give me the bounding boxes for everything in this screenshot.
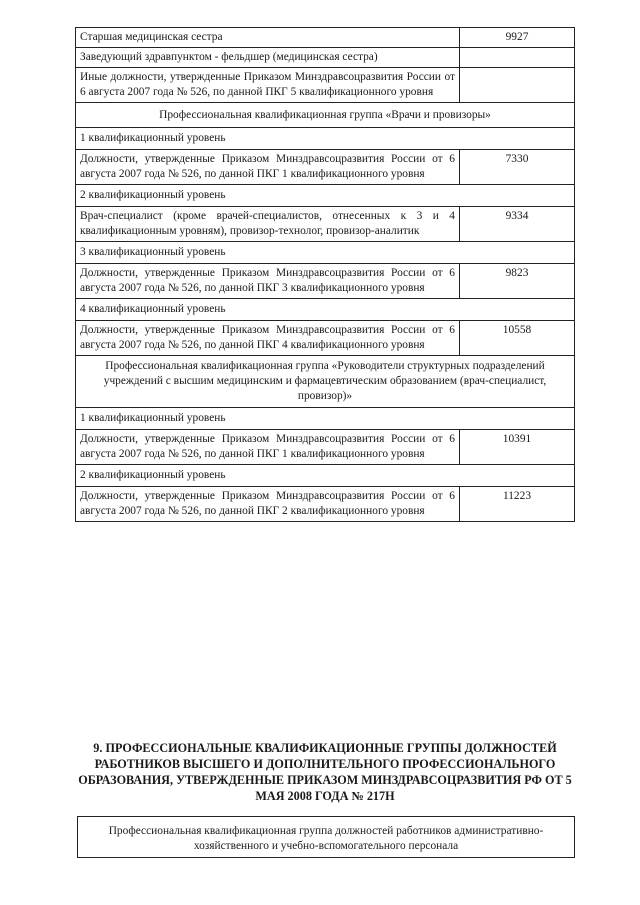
salary-value: 7330 [459, 150, 574, 184]
group-title-box: Профессиональная квалификационная группа должностей работников административно-хозяйственного и учебно-вспомогательного персонала [77, 816, 575, 858]
salary-value: 9823 [459, 264, 574, 298]
table-row [76, 149, 574, 184]
position-name: Должности, утвержденные Приказом Минздравсоцразвития России от 6 августа 2007 года № 526, по данной ПКГ 4 квалификационного уровня [80, 324, 455, 351]
salary-value: 9334 [459, 207, 574, 241]
position-name: Должности, утвержденные Приказом Минздравсоцразвития России от 6 августа 2007 года № 526, по данной ПКГ 1 квалификационного уровня [80, 153, 455, 180]
group-row [76, 355, 574, 407]
salary-value [459, 48, 574, 67]
table-row [76, 47, 574, 67]
table-row [76, 486, 574, 521]
table-row [76, 429, 574, 464]
salary-value: 10391 [459, 430, 574, 464]
position-name: Должности, утвержденные Приказом Минздравсоцразвития России от 6 августа 2007 года № 526, по данной ПКГ 1 квалификационного уровня [80, 433, 455, 460]
position-name: Заведующий здравпунктом - фельдшер (медицинская сестра) [80, 51, 378, 63]
level-label: 2 квалификационный уровень [80, 469, 226, 481]
table-row [76, 67, 574, 102]
group-title: Профессиональная квалификационная группа «Врачи и провизоры» [159, 109, 491, 121]
level-row [76, 407, 574, 429]
group-title: Профессиональная квалификационная группа «Руководители структурных подразделений учреждений с высшим медицинским и фармацевтическим образованием (врач-специалист, провизор)» [103, 360, 547, 402]
section-heading: 9. ПРОФЕССИОНАЛЬНЫЕ КВАЛИФИКАЦИОННЫЕ ГРУППЫ ДОЛЖНОСТЕЙ РАБОТНИКОВ ВЫСШЕГО И ДОПОЛНИТЕЛЬНОГО ПРОФЕССИОНАЛЬНОГО ОБРАЗОВАНИЯ, УТВЕРЖДЕННЫЕ ПРИКАЗОМ МИНЗДРАВСОЦРАЗВИТИЯ РФ ОТ 5 МАЯ 2008 ГОДА № 217Н [78, 741, 572, 803]
table-row [76, 28, 574, 47]
level-row [76, 127, 574, 149]
salary-value [459, 68, 574, 102]
table-row [76, 320, 574, 355]
level-row [76, 184, 574, 206]
level-row [76, 298, 574, 320]
position-name: Иные должности, утвержденные Приказом Минздравсоцразвития России от 6 августа 2007 года № 526, по данной ПКГ 5 квалификационного уровня [80, 71, 455, 98]
salary-table [75, 27, 575, 522]
position-name: Врач-специалист (кроме врачей-специалистов, отнесенных к 3 и 4 квалификационным уровням), провизор-технолог, провизор-аналитик [80, 210, 455, 237]
salary-value: 11223 [459, 487, 574, 521]
position-name: Должности, утвержденные Приказом Минздравсоцразвития России от 6 августа 2007 года № 526, по данной ПКГ 3 квалификационного уровня [80, 267, 455, 294]
level-label: 2 квалификационный уровень [80, 189, 226, 201]
level-label: 3 квалификационный уровень [80, 246, 226, 258]
level-label: 1 квалификационный уровень [80, 132, 226, 144]
salary-value: 10558 [459, 321, 574, 355]
position-name: Должности, утвержденные Приказом Минздравсоцразвития России от 6 августа 2007 года № 526, по данной ПКГ 2 квалификационного уровня [80, 490, 455, 517]
salary-value: 9927 [459, 28, 574, 47]
level-row [76, 464, 574, 486]
position-name: Старшая медицинская сестра [80, 31, 223, 43]
group-row [76, 102, 574, 127]
level-label: 1 квалификационный уровень [80, 412, 226, 424]
table-row [76, 263, 574, 298]
table-row [76, 206, 574, 241]
level-label: 4 квалификационный уровень [80, 303, 226, 315]
level-row [76, 241, 574, 263]
